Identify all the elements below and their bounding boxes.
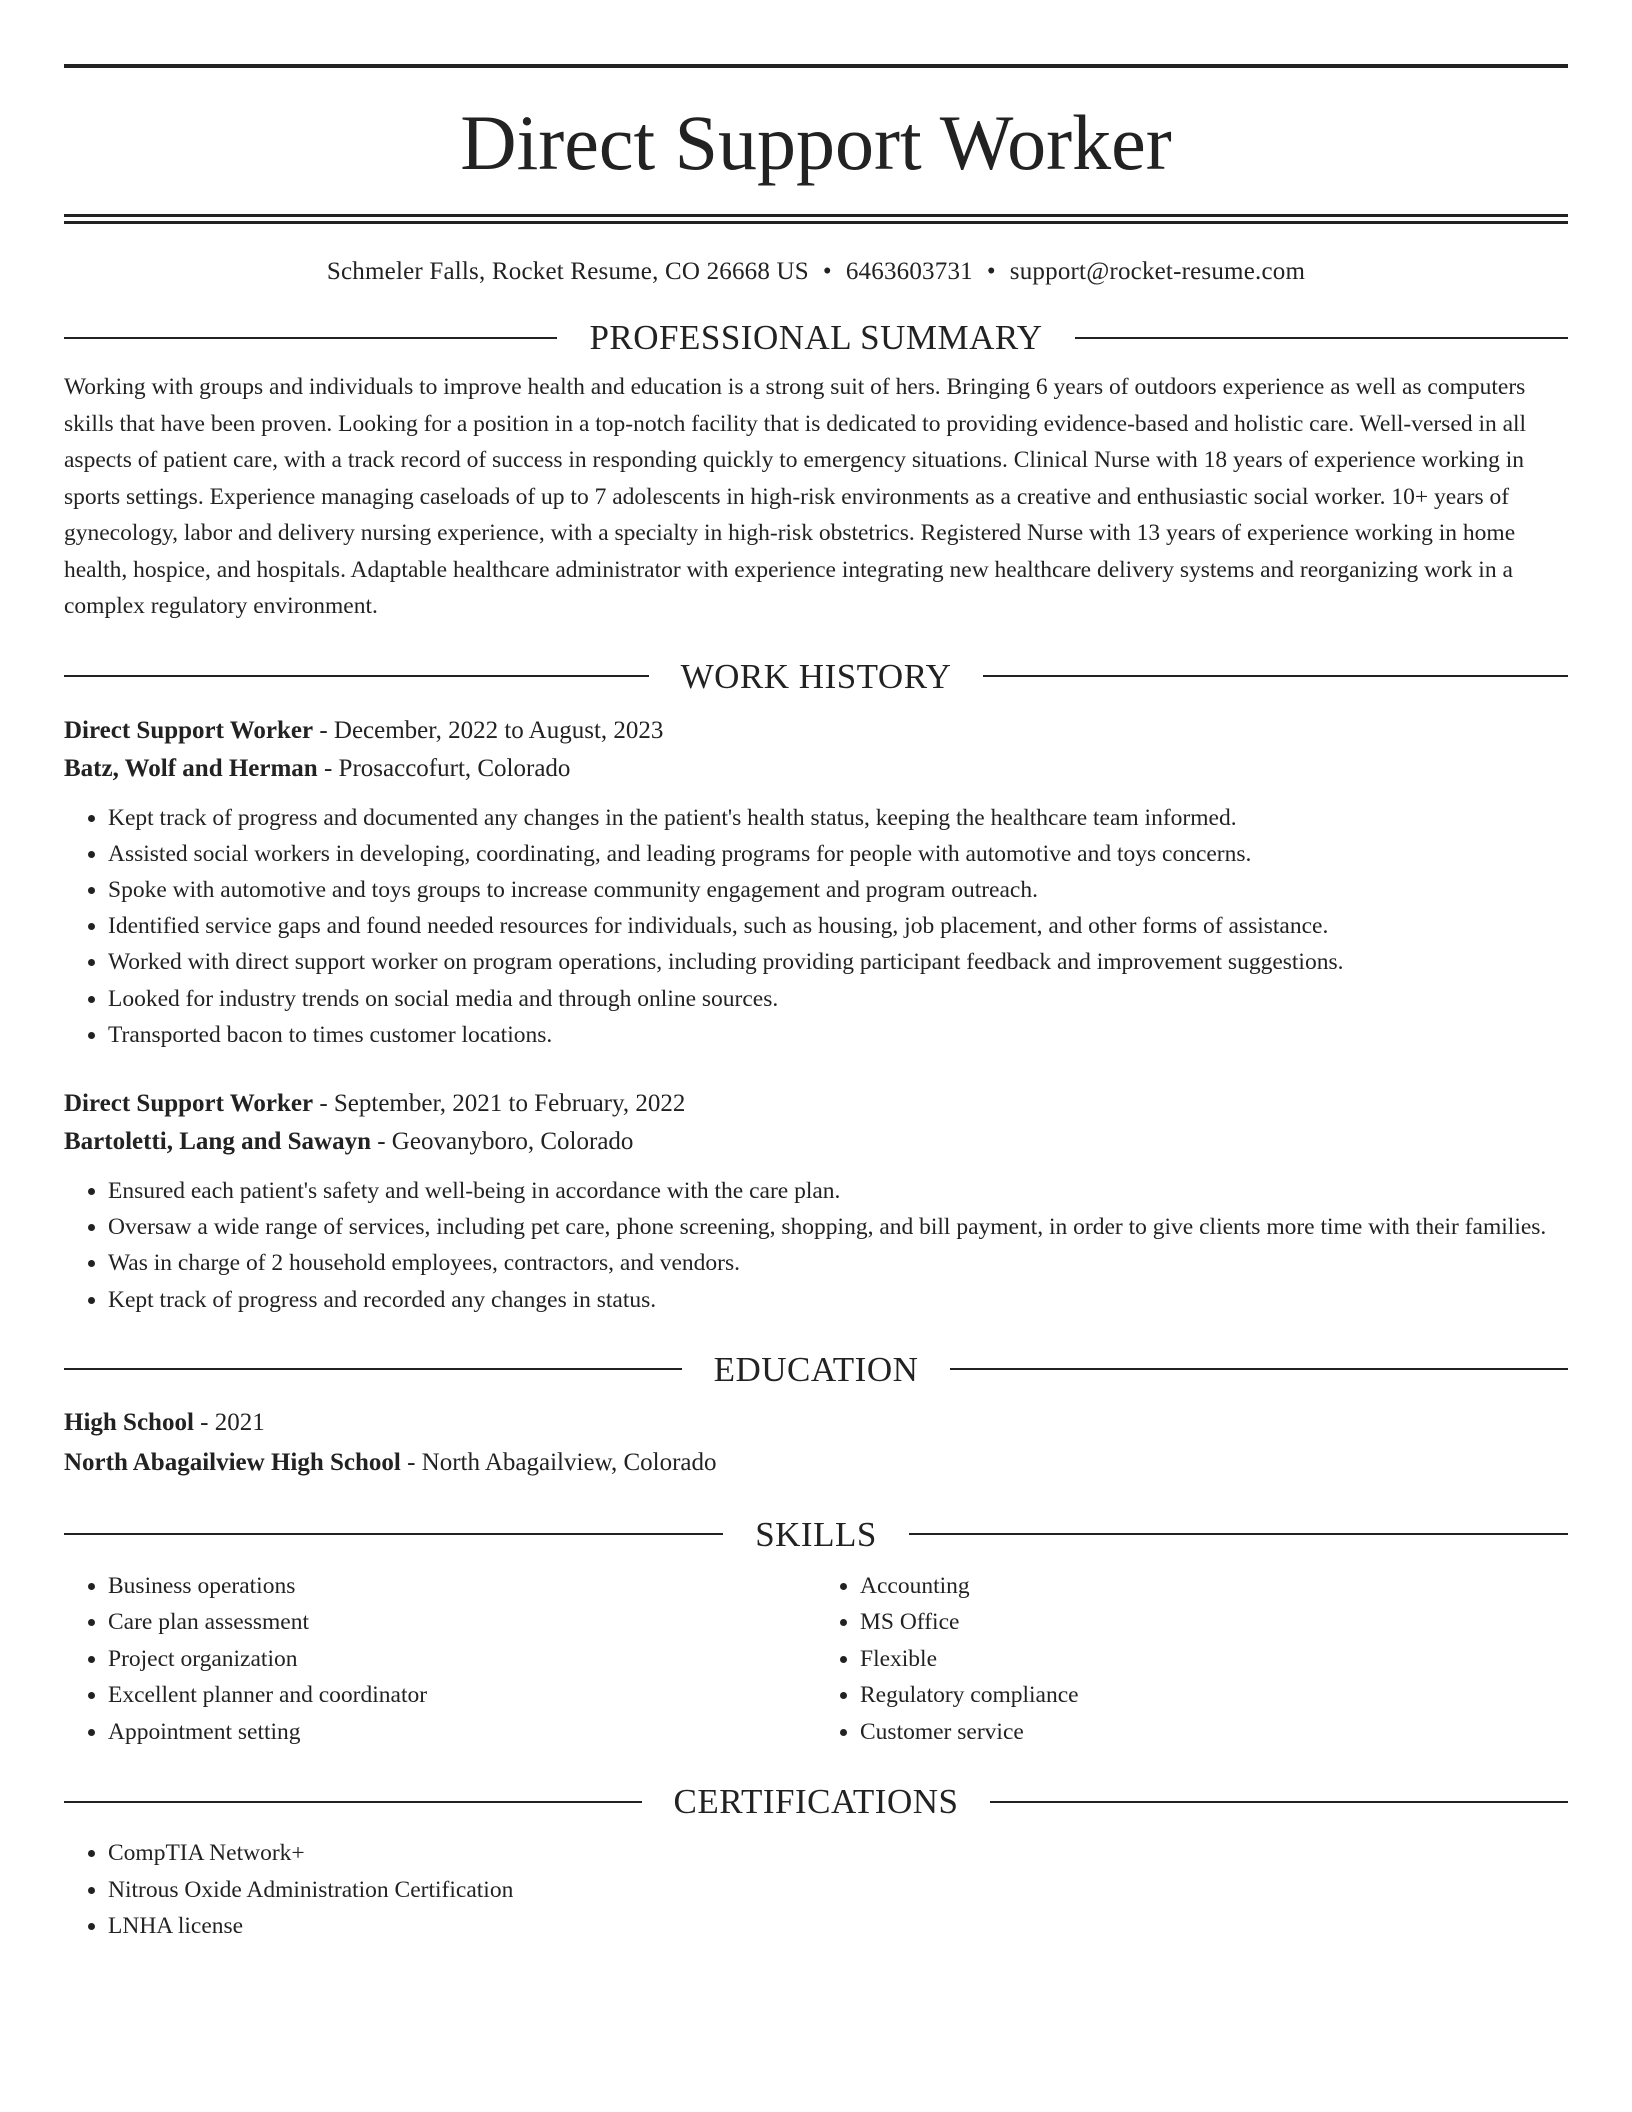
job-title: Direct Support Worker (64, 716, 314, 744)
education-school: North Abagailview High School (64, 1448, 401, 1476)
skill-item: • Care plan assessment (108, 1604, 816, 1641)
top-rule (64, 64, 1568, 68)
resume-page (64, 64, 1568, 1945)
heading-rule-left (64, 675, 649, 677)
section-heading-education (64, 1349, 1568, 1389)
section-title: CERTIFICATIONS (673, 1782, 959, 1822)
education-degree-line (64, 1403, 1568, 1443)
job-company: Bartoletti, Lang and Sawayn (64, 1127, 371, 1155)
resume-name: Direct Support Worker (460, 99, 1172, 186)
heading-rule-right (983, 675, 1568, 677)
contact-address: Schmeler Falls, Rocket Resume, CO 26668 US (326, 258, 809, 285)
job-title: Direct Support Worker (64, 1089, 314, 1117)
certification-item: • Nitrous Oxide Administration Certification (108, 1872, 1568, 1909)
heading-rule-left (64, 337, 557, 339)
heading-rule-right (950, 1368, 1568, 1370)
skill-item: • Project organization (108, 1641, 816, 1678)
job-bullet: • Oversaw a wide range of services, including pet care, phone screening, shopping, and bill payment, in order to give clients more time with their families. (108, 1209, 1568, 1245)
job-bullet: • Transported bacon to times customer locations. (108, 1017, 1568, 1053)
contact-separator: • (822, 258, 832, 285)
job-dates: - December, 2022 to August, 2023 (313, 716, 664, 744)
skill-item: • Customer service (860, 1714, 1568, 1751)
contact-email: support@rocket-resume.com (1009, 258, 1306, 285)
skill-item: • MS Office (860, 1604, 1568, 1641)
job-company: Batz, Wolf and Herman (64, 754, 318, 782)
job-company-line (64, 1123, 1568, 1161)
skill-item: • Regulatory compliance (860, 1677, 1568, 1714)
section-title: PROFESSIONAL SUMMARY (589, 318, 1043, 357)
heading-rule-right (909, 1533, 1568, 1535)
job-entry (64, 1085, 1568, 1318)
job-bullet: • Identified service gaps and found needed resources for individuals, such as housing, job placement, and other forms of assistance. (108, 908, 1568, 944)
skills-list-right (816, 1568, 1568, 1751)
certifications-block (64, 1835, 1568, 1945)
skill-item: • Excellent planner and coordinator (108, 1677, 816, 1714)
job-bullet: • Assisted social workers in developing, coordinating, and leading programs for people with automotive and toys concerns. (108, 836, 1568, 872)
education-entry (64, 1403, 1568, 1483)
section-title: SKILLS (755, 1514, 877, 1554)
skill-item: • Business operations (108, 1568, 816, 1605)
skills-list-left (64, 1568, 816, 1751)
skill-item: • Accounting (860, 1568, 1568, 1605)
education-location: - North Abagailview, Colorado (400, 1448, 717, 1476)
job-title-line (64, 1085, 1568, 1123)
certifications-list (64, 1835, 1568, 1945)
contact-separator: • (986, 258, 996, 285)
skills-columns (64, 1568, 1568, 1751)
contact-line (64, 258, 1568, 286)
education-year: - 2021 (193, 1408, 265, 1436)
job-bullet: • Ensured each patient's safety and well-being in accordance with the care plan. (108, 1173, 1568, 1209)
heading-rule-left (64, 1533, 723, 1535)
section-title: EDUCATION (713, 1349, 919, 1389)
header-double-rule (64, 214, 1568, 224)
job-bullet: • Looked for industry trends on social media and through online sources. (108, 981, 1568, 1017)
section-title: WORK HISTORY (680, 656, 952, 696)
heading-rule-right (1075, 337, 1568, 339)
heading-rule-right (990, 1801, 1568, 1803)
job-entry (64, 712, 1568, 1053)
job-bullet: • Spoke with automotive and toys groups to increase community engagement and program outreach. (108, 872, 1568, 908)
summary-text: Working with groups and individuals to improve health and education is a strong suit of hers. Bringing 6 years of outdoors experience as well as computers skills that have been proven. Looking for a position in a top-notch facility that is dedicated to providing evidence-based and holistic care. Well-versed in all aspects of patient care, with a track record of success in responding quickly to emergency situations. Clinical Nurse with 18 years of experience working in sports settings. Experience managing caseloads of up to 7 adolescents in high-risk environments as a creative and enthusiastic social worker. 10+ years of gynecology, labor and delivery nursing experience, with a specialty in high-risk obstetrics. Registered Nurse with 13 years of experience working in home health, hospice, and hospitals. Adaptable healthcare administrator with experience integrating new healthcare delivery systems and reorganizing work in a complex regulatory environment. (64, 374, 1527, 619)
job-location: - Geovanyboro, Colorado (370, 1127, 634, 1155)
education-school-line (64, 1443, 1568, 1483)
skill-item: • Flexible (860, 1641, 1568, 1678)
job-location: - Prosaccofurt, Colorado (317, 754, 571, 782)
job-bullets (64, 1173, 1568, 1318)
job-company-line (64, 750, 1568, 788)
section-heading-summary (64, 320, 1568, 355)
job-bullet: • Kept track of progress and documented any changes in the patient's health status, keeping the healthcare team informed. (108, 800, 1568, 836)
section-heading-certifications (64, 1782, 1568, 1822)
contact-phone: 6463603731 (845, 258, 973, 285)
section-heading-skills (64, 1514, 1568, 1554)
education-degree: High School (64, 1408, 194, 1436)
certification-item: • CompTIA Network+ (108, 1835, 1568, 1872)
heading-rule-left (64, 1368, 682, 1370)
job-bullet: • Kept track of progress and recorded any changes in status. (108, 1282, 1568, 1318)
certification-item: • LNHA license (108, 1908, 1568, 1945)
skill-item: • Appointment setting (108, 1714, 816, 1751)
heading-rule-left (64, 1801, 642, 1803)
job-bullets (64, 800, 1568, 1053)
section-heading-work-history (64, 656, 1568, 696)
job-title-line (64, 712, 1568, 750)
job-dates: - September, 2021 to February, 2022 (313, 1089, 686, 1117)
job-bullet: • Was in charge of 2 household employees, contractors, and vendors. (108, 1245, 1568, 1281)
job-bullet: • Worked with direct support worker on program operations, including providing participant feedback and improvement suggestions. (108, 944, 1568, 980)
